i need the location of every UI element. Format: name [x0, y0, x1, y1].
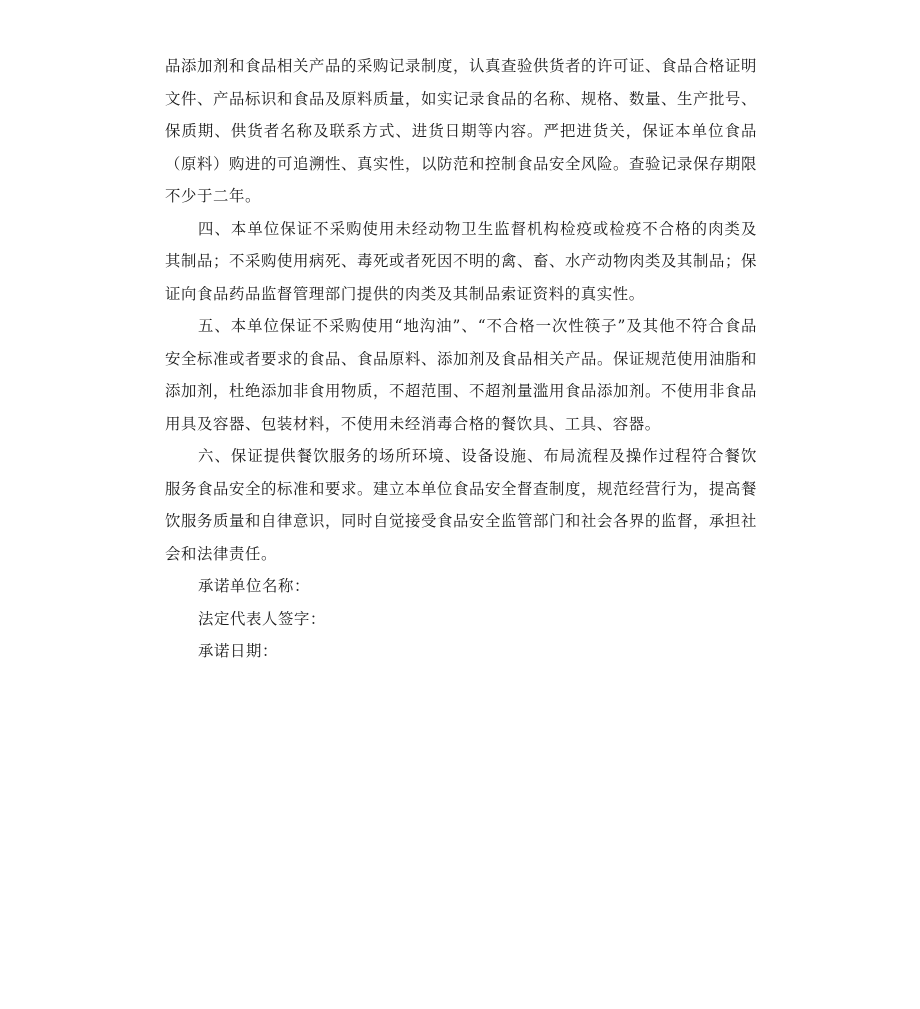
paragraph-clause-4: 四、本单位保证不采购使用未经动物卫生监督机构检疫或检疫不合格的肉类及其制品；不采购使用病死、毒死或者死因不明的禽、畜、水产动物肉类及其制品；保证向食品药品监督管理部门提供的肉类及其制品索证资料的真实性。 — [165, 219, 757, 303]
document-page — [165, 50, 757, 668]
paragraph-clause-6: 六、保证提供餐饮服务的场所环境、设备设施、布局流程及操作过程符合餐饮服务食品安全的标准和要求。建立本单位食品安全督查制度，规范经营行为，提高餐饮服务质量和自律意识，同时自觉接受食品安全监管部门和社会各界的监督，承担社会和法律责任。 — [165, 447, 757, 563]
paragraph-continuation: 品添加剂和食品相关产品的采购记录制度，认真查验供货者的许可证、食品合格证明文件、产品标识和食品及原料质量，如实记录食品的名称、规格、数量、生产批号、保质期、供货者名称及联系方式、进货日期等内容。严把进货关，保证本单位食品（原料）购进的可追溯性、真实性，以防范和控制食品安全风险。查验记录保存期限不少于二年。 — [165, 57, 757, 205]
signature-representative: 法定代表人签字： — [198, 609, 326, 628]
signature-unit-name: 承诺单位名称： — [198, 577, 310, 595]
signature-date: 承诺日期： — [198, 642, 278, 660]
paragraph-clause-5: 五、本单位保证不采购使用“地沟油”、“不合格一次性筷子”及其他不符合食品安全标准或者要求的食品、食品原料、添加剂及食品相关产品。保证规范使用油脂和添加剂，杜绝添加非食用物质，不超范围、不超剂量滥用食品添加剂。不使用非食品用具及容器、包装材料，不使用未经消毒合格的餐饮具、工具、容器。 — [165, 317, 757, 433]
